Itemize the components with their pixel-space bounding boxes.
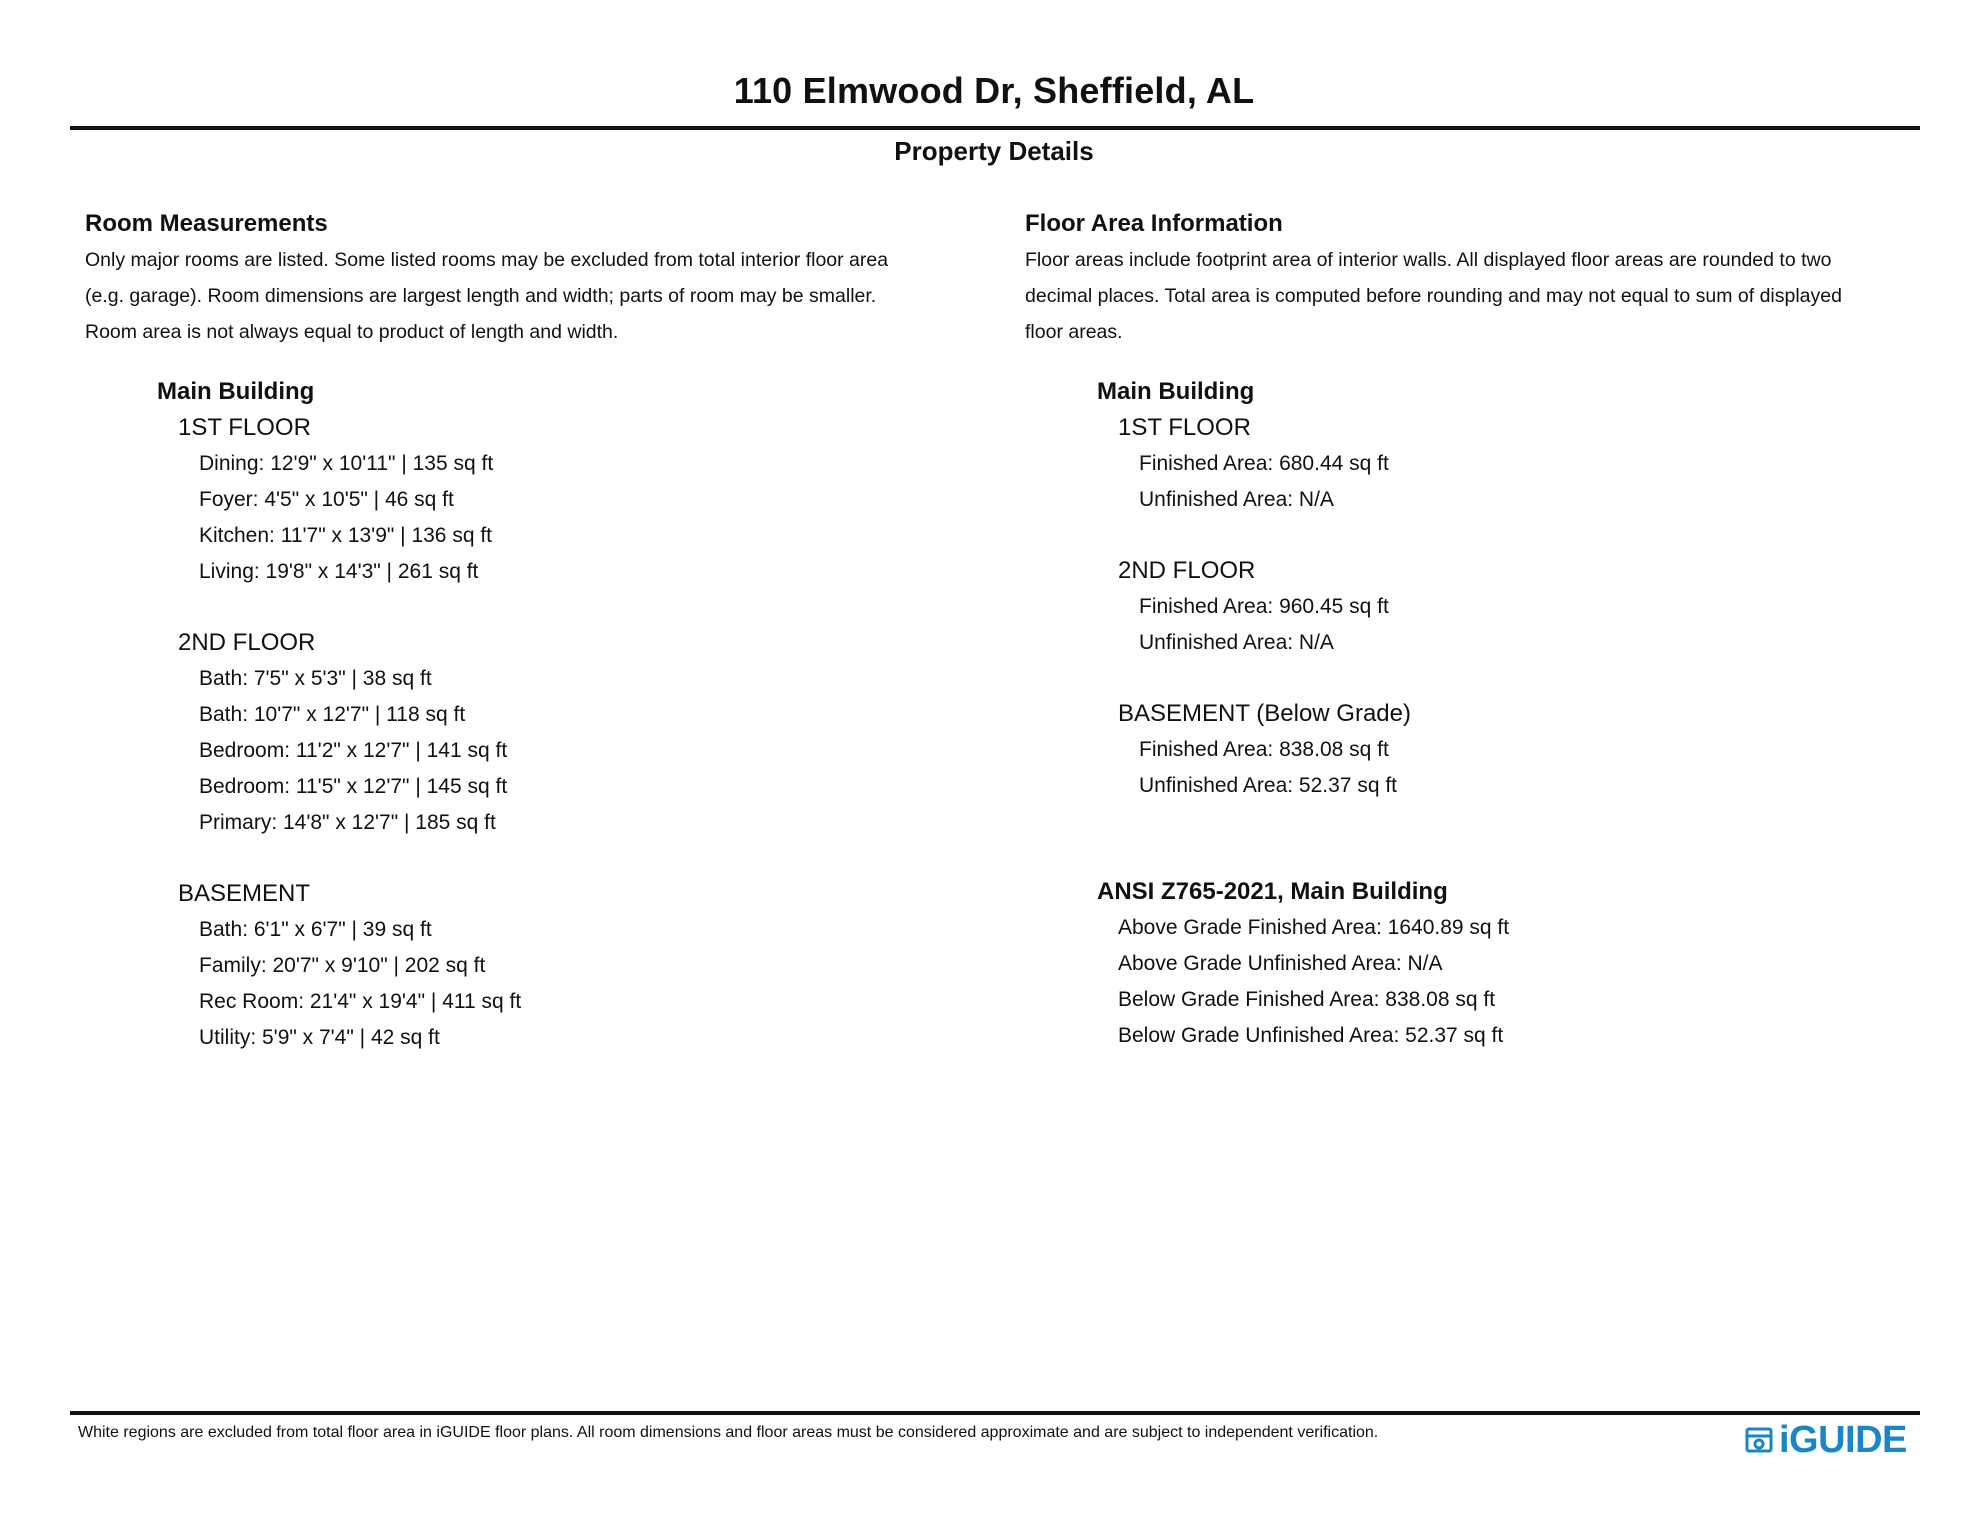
floor-title: BASEMENT	[178, 880, 311, 907]
intro-line: Only major rooms are listed. Some listed rooms may be excluded from total interior floor area	[85, 249, 889, 271]
room-item: Bedroom: 11'5" x 12'7" | 145 sq ft	[199, 775, 508, 798]
area-item: Unfinished Area: 52.37 sq ft	[1139, 774, 1397, 797]
floor-title: 1ST FLOOR	[1118, 414, 1251, 441]
iguide-wordmark: iGUIDE	[1779, 1419, 1907, 1461]
area-item: Finished Area: 960.45 sq ft	[1139, 595, 1389, 618]
area-item: Finished Area: 680.44 sq ft	[1139, 452, 1389, 475]
floor-title: 2ND FLOOR	[178, 629, 316, 656]
floor-block-2nd	[85, 625, 985, 841]
room-item: Utility: 5'9" x 7'4" | 42 sq ft	[199, 1026, 440, 1049]
intro-line: floor areas.	[1025, 321, 1123, 343]
floor-title: 1ST FLOOR	[178, 414, 311, 441]
iguide-logo	[1745, 1420, 1907, 1460]
area-floor-2nd	[1025, 553, 1935, 661]
ansi-item: Above Grade Finished Area: 1640.89 sq ft	[1118, 916, 1510, 939]
ansi-block	[1025, 874, 1935, 1054]
footer-divider	[70, 1411, 1920, 1415]
area-item: Unfinished Area: N/A	[1139, 631, 1334, 654]
intro-line: decimal places. Total area is computed before rounding and may not equal to sum of displayed	[1025, 285, 1842, 307]
room-item: Rec Room: 21'4" x 19'4" | 411 sq ft	[199, 990, 522, 1013]
room-item: Dining: 12'9" x 10'11" | 135 sq ft	[199, 452, 494, 475]
floor-title: 2ND FLOOR	[1118, 557, 1256, 584]
floor-area-intro	[1025, 242, 1935, 350]
footer-disclaimer: White regions are excluded from total floor area in iGUIDE floor plans. All room dimensions and floor areas must be considered approximate and are subject to independent verification.	[78, 1424, 1379, 1441]
ansi-item: Below Grade Finished Area: 838.08 sq ft	[1118, 988, 1496, 1011]
room-item: Bedroom: 11'2" x 12'7" | 141 sq ft	[199, 739, 508, 762]
room-item: Kitchen: 11'7" x 13'9" | 136 sq ft	[199, 524, 493, 547]
area-floor-basement	[1025, 696, 1935, 804]
building-title: Main Building	[157, 378, 315, 405]
building-title: Main Building	[1097, 378, 1255, 405]
room-item: Foyer: 4'5" x 10'5" | 46 sq ft	[199, 488, 454, 511]
floor-block-1st	[85, 410, 985, 590]
floor-title: BASEMENT (Below Grade)	[1118, 700, 1411, 727]
ansi-item: Below Grade Unfinished Area: 52.37 sq ft	[1118, 1024, 1504, 1047]
room-building-block	[85, 374, 985, 1056]
ansi-item: Above Grade Unfinished Area: N/A	[1118, 952, 1443, 975]
area-item: Unfinished Area: N/A	[1139, 488, 1334, 511]
intro-line: (e.g. garage). Room dimensions are largest length and width; parts of room may be smaller.	[85, 285, 877, 307]
area-building-block	[1025, 374, 1935, 804]
floor-area-heading: Floor Area Information	[1025, 210, 1283, 237]
header-divider	[70, 126, 1920, 130]
iguide-logo-icon	[1745, 1425, 1773, 1455]
room-item: Living: 19'8" x 14'3" | 261 sq ft	[199, 560, 479, 583]
floor-block-basement	[85, 876, 985, 1056]
room-item: Bath: 7'5" x 5'3" | 38 sq ft	[199, 667, 432, 690]
page-subtitle: Property Details	[894, 136, 1094, 166]
intro-line: Room area is not always equal to product of length and width.	[85, 321, 619, 343]
room-item: Bath: 10'7" x 12'7" | 118 sq ft	[199, 703, 466, 726]
page-title: 110 Elmwood Dr, Sheffield, AL	[733, 70, 1255, 111]
ansi-title: ANSI Z765-2021, Main Building	[1097, 878, 1448, 905]
room-item: Family: 20'7" x 9'10" | 202 sq ft	[199, 954, 486, 977]
intro-line: Floor areas include footprint area of interior walls. All displayed floor areas are rounded to two	[1025, 249, 1832, 271]
floor-area-section	[1025, 206, 1935, 1054]
area-item: Finished Area: 838.08 sq ft	[1139, 738, 1389, 761]
room-item: Primary: 14'8" x 12'7" | 185 sq ft	[199, 811, 496, 834]
room-measurements-section	[85, 206, 985, 1056]
room-item: Bath: 6'1" x 6'7" | 39 sq ft	[199, 918, 432, 941]
area-floor-1st	[1025, 410, 1935, 518]
room-measurements-intro	[85, 242, 985, 350]
room-measurements-heading: Room Measurements	[85, 210, 328, 237]
